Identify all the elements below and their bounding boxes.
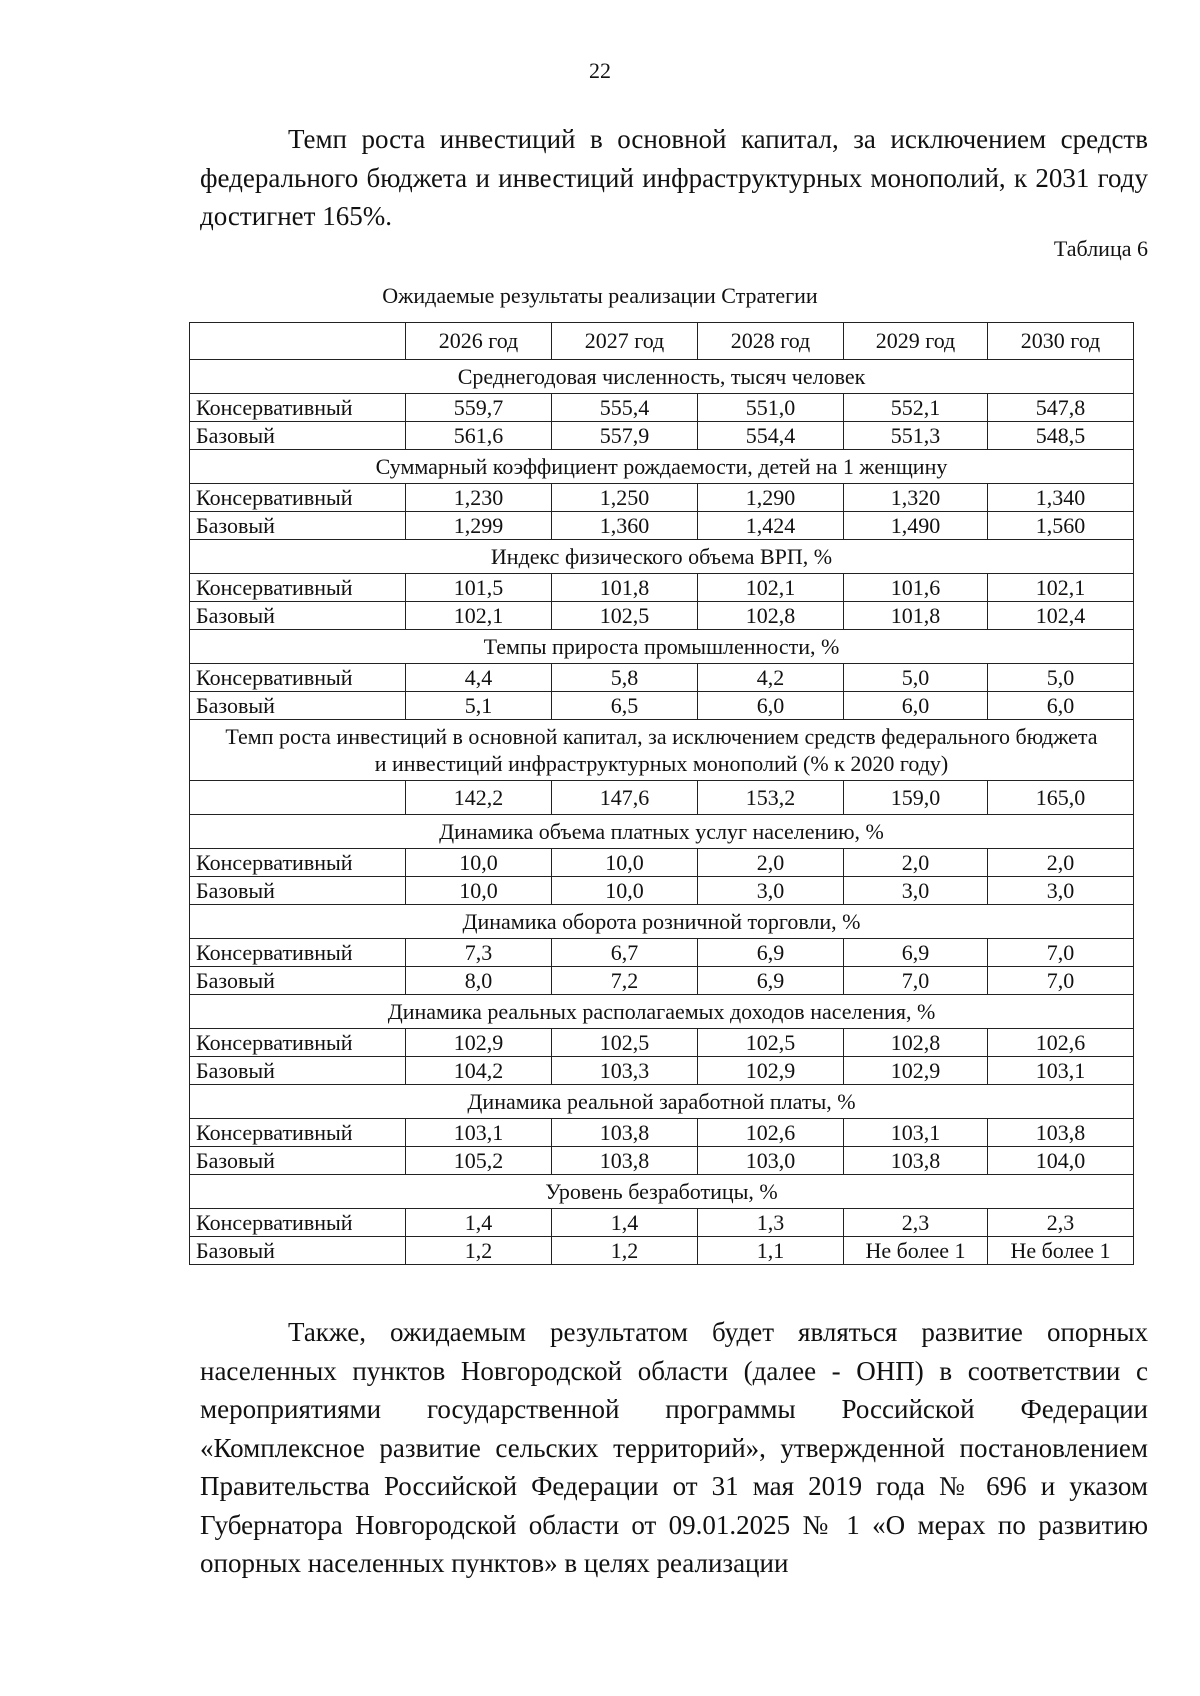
section-title: Динамика объема платных услуг населению, % xyxy=(190,815,1134,849)
value-cell: 102,1 xyxy=(406,602,552,630)
value-cell: 101,8 xyxy=(844,602,988,630)
value-cell: 5,0 xyxy=(844,664,988,692)
value-cell: 2,3 xyxy=(988,1209,1134,1237)
value-cell: 1,490 xyxy=(844,512,988,540)
value-cell: 7,0 xyxy=(988,967,1134,995)
value-cell: 4,4 xyxy=(406,664,552,692)
value-cell: 547,8 xyxy=(988,394,1134,422)
value-cell: 6,7 xyxy=(552,939,698,967)
value-cell: 153,2 xyxy=(698,781,844,815)
value-cell: 101,6 xyxy=(844,574,988,602)
scenario-label: Базовый xyxy=(190,1237,406,1265)
table-row xyxy=(190,512,1134,540)
value-cell: 5,8 xyxy=(552,664,698,692)
section-title: Динамика оборота розничной торговли, % xyxy=(190,905,1134,939)
value-cell: 3,0 xyxy=(988,877,1134,905)
value-cell: 103,8 xyxy=(552,1119,698,1147)
column-header xyxy=(190,323,406,360)
table-row xyxy=(190,967,1134,995)
value-cell: 101,5 xyxy=(406,574,552,602)
value-cell: 103,8 xyxy=(988,1119,1134,1147)
followup-paragraph: Также, ожидаемым результатом будет являться развитие опорных населенных пунктов Новгородской области (далее - ОНП) в соответствии с мероприятиями государственной программы Российской Федерации «Комплексное развитие сельских территорий», утвержденной постановлением Правительства Российской Федерации от 31 мая 2019 года № 696 и указом Губернатора Новгородской области от 09.01.2025 № 1 «О мерах по развитию опорных населенных пунктов» в целях реализации xyxy=(200,1317,1148,1578)
value-cell: 8,0 xyxy=(406,967,552,995)
scenario-label: Базовый xyxy=(190,422,406,450)
value-cell: 102,6 xyxy=(698,1119,844,1147)
section-title: Уровень безработицы, % xyxy=(190,1175,1134,1209)
table-section-row xyxy=(190,1085,1134,1119)
table-row xyxy=(190,1029,1134,1057)
value-cell: 102,8 xyxy=(698,602,844,630)
value-cell: 561,6 xyxy=(406,422,552,450)
value-cell: 3,0 xyxy=(844,877,988,905)
value-cell: 101,8 xyxy=(552,574,698,602)
value-cell: 548,5 xyxy=(988,422,1134,450)
scenario-label: Консервативный xyxy=(190,394,406,422)
table-row xyxy=(190,1209,1134,1237)
scenario-label: Базовый xyxy=(190,602,406,630)
value-cell: 2,3 xyxy=(844,1209,988,1237)
table-row xyxy=(190,422,1134,450)
value-cell: 6,5 xyxy=(552,692,698,720)
value-cell: 1,1 xyxy=(698,1237,844,1265)
table-row xyxy=(190,484,1134,512)
value-cell: 7,0 xyxy=(988,939,1134,967)
table-section-row xyxy=(190,630,1134,664)
value-cell: 1,560 xyxy=(988,512,1134,540)
value-cell: 7,2 xyxy=(552,967,698,995)
section-title: Динамика реальной заработной платы, % xyxy=(190,1085,1134,1119)
value-cell: 103,1 xyxy=(988,1057,1134,1085)
value-cell: 165,0 xyxy=(988,781,1134,815)
value-cell: 102,1 xyxy=(988,574,1134,602)
table-row xyxy=(190,394,1134,422)
table-row xyxy=(190,664,1134,692)
table-row xyxy=(190,1119,1134,1147)
section-title: Темпы прироста промышленности, % xyxy=(190,630,1134,664)
scenario-label xyxy=(190,781,406,815)
value-cell: 559,7 xyxy=(406,394,552,422)
column-header: 2029 год xyxy=(844,323,988,360)
results-table-container xyxy=(189,322,1133,1265)
table-title: Ожидаемые результаты реализации Стратегии xyxy=(382,283,818,308)
section-title: Суммарный коэффициент рождаемости, детей на 1 женщину xyxy=(190,450,1134,484)
page-number: 22 xyxy=(589,58,611,83)
value-cell: 104,0 xyxy=(988,1147,1134,1175)
value-cell: 147,6 xyxy=(552,781,698,815)
intro-paragraph: Темп роста инвестиций в основной капитал, за исключением средств федерального бюджета и инвестиций инфраструктурных монополий, к 2031 году достигнет 165%. xyxy=(200,124,1148,231)
value-cell: 1,340 xyxy=(988,484,1134,512)
table-row xyxy=(190,877,1134,905)
value-cell: 102,5 xyxy=(698,1029,844,1057)
value-cell: 552,1 xyxy=(844,394,988,422)
section-title: Среднегодовая численность, тысяч человек xyxy=(190,360,1134,394)
value-cell: 102,9 xyxy=(406,1029,552,1057)
section-title: Динамика реальных располагаемых доходов населения, % xyxy=(190,995,1134,1029)
table-section-row xyxy=(190,815,1134,849)
value-cell: 1,320 xyxy=(844,484,988,512)
scenario-label: Базовый xyxy=(190,967,406,995)
value-cell: 5,1 xyxy=(406,692,552,720)
scenario-label: Консервативный xyxy=(190,664,406,692)
value-cell: 2,0 xyxy=(988,849,1134,877)
scenario-label: Базовый xyxy=(190,692,406,720)
table-section-row xyxy=(190,720,1134,781)
scenario-label: Консервативный xyxy=(190,574,406,602)
column-header: 2026 год xyxy=(406,323,552,360)
value-cell: 1,290 xyxy=(698,484,844,512)
value-cell: 142,2 xyxy=(406,781,552,815)
value-cell: 557,9 xyxy=(552,422,698,450)
value-cell: 103,3 xyxy=(552,1057,698,1085)
value-cell: 1,2 xyxy=(406,1237,552,1265)
table-section-row xyxy=(190,540,1134,574)
value-cell: 5,0 xyxy=(988,664,1134,692)
value-cell: 551,0 xyxy=(698,394,844,422)
section-title: Индекс физического объема ВРП, % xyxy=(190,540,1134,574)
table-section-row xyxy=(190,995,1134,1029)
value-cell: 103,1 xyxy=(406,1119,552,1147)
scenario-label: Консервативный xyxy=(190,1029,406,1057)
value-cell: 102,4 xyxy=(988,602,1134,630)
column-header: 2028 год xyxy=(698,323,844,360)
scenario-label: Базовый xyxy=(190,877,406,905)
table-row xyxy=(190,849,1134,877)
value-cell: 7,0 xyxy=(844,967,988,995)
value-cell: 1,3 xyxy=(698,1209,844,1237)
value-cell: 10,0 xyxy=(406,877,552,905)
value-cell: 159,0 xyxy=(844,781,988,815)
value-cell: 1,4 xyxy=(552,1209,698,1237)
scenario-label: Базовый xyxy=(190,1147,406,1175)
value-cell: 102,5 xyxy=(552,602,698,630)
table-row xyxy=(190,781,1134,815)
value-cell: 102,9 xyxy=(844,1057,988,1085)
value-cell: 4,2 xyxy=(698,664,844,692)
value-cell: 1,250 xyxy=(552,484,698,512)
value-cell: 1,424 xyxy=(698,512,844,540)
table-section-row xyxy=(190,905,1134,939)
value-cell: 102,6 xyxy=(988,1029,1134,1057)
value-cell: 103,8 xyxy=(844,1147,988,1175)
value-cell: 6,9 xyxy=(844,939,988,967)
value-cell: 102,9 xyxy=(698,1057,844,1085)
section-title: Темп роста инвестиций в основной капитал, за исключением средств федерального бюджета и инвестиций инфраструктурных монополий (% к 2020 году) xyxy=(190,720,1134,781)
value-cell: 554,4 xyxy=(698,422,844,450)
table-row xyxy=(190,1147,1134,1175)
value-cell: 1,299 xyxy=(406,512,552,540)
value-cell: 102,5 xyxy=(552,1029,698,1057)
value-cell: 1,230 xyxy=(406,484,552,512)
scenario-label: Консервативный xyxy=(190,1119,406,1147)
table-section-row xyxy=(190,1175,1134,1209)
value-cell: 6,0 xyxy=(988,692,1134,720)
table-row xyxy=(190,939,1134,967)
value-cell: 6,0 xyxy=(844,692,988,720)
value-cell: 104,2 xyxy=(406,1057,552,1085)
value-cell: 1,2 xyxy=(552,1237,698,1265)
column-header: 2030 год xyxy=(988,323,1134,360)
value-cell: 10,0 xyxy=(552,849,698,877)
value-cell: 103,0 xyxy=(698,1147,844,1175)
value-cell: 105,2 xyxy=(406,1147,552,1175)
value-cell: Не более 1 xyxy=(988,1237,1134,1265)
value-cell: Не более 1 xyxy=(844,1237,988,1265)
column-header: 2027 год xyxy=(552,323,698,360)
table-number-label: Таблица 6 xyxy=(1053,236,1148,261)
scenario-label: Консервативный xyxy=(190,849,406,877)
value-cell: 555,4 xyxy=(552,394,698,422)
results-table xyxy=(189,322,1134,1265)
value-cell: 6,9 xyxy=(698,939,844,967)
value-cell: 6,9 xyxy=(698,967,844,995)
value-cell: 1,4 xyxy=(406,1209,552,1237)
value-cell: 102,1 xyxy=(698,574,844,602)
table-row xyxy=(190,1237,1134,1265)
value-cell: 10,0 xyxy=(406,849,552,877)
value-cell: 1,360 xyxy=(552,512,698,540)
table-section-row xyxy=(190,360,1134,394)
table-row xyxy=(190,692,1134,720)
value-cell: 10,0 xyxy=(552,877,698,905)
value-cell: 2,0 xyxy=(698,849,844,877)
table-row xyxy=(190,602,1134,630)
scenario-label: Базовый xyxy=(190,1057,406,1085)
value-cell: 102,8 xyxy=(844,1029,988,1057)
value-cell: 7,3 xyxy=(406,939,552,967)
scenario-label: Консервативный xyxy=(190,939,406,967)
scenario-label: Консервативный xyxy=(190,1209,406,1237)
value-cell: 551,3 xyxy=(844,422,988,450)
table-header-row xyxy=(190,323,1134,360)
scenario-label: Консервативный xyxy=(190,484,406,512)
value-cell: 6,0 xyxy=(698,692,844,720)
value-cell: 103,8 xyxy=(552,1147,698,1175)
value-cell: 103,1 xyxy=(844,1119,988,1147)
value-cell: 2,0 xyxy=(844,849,988,877)
table-row xyxy=(190,1057,1134,1085)
table-row xyxy=(190,574,1134,602)
table-section-row xyxy=(190,450,1134,484)
scenario-label: Базовый xyxy=(190,512,406,540)
value-cell: 3,0 xyxy=(698,877,844,905)
